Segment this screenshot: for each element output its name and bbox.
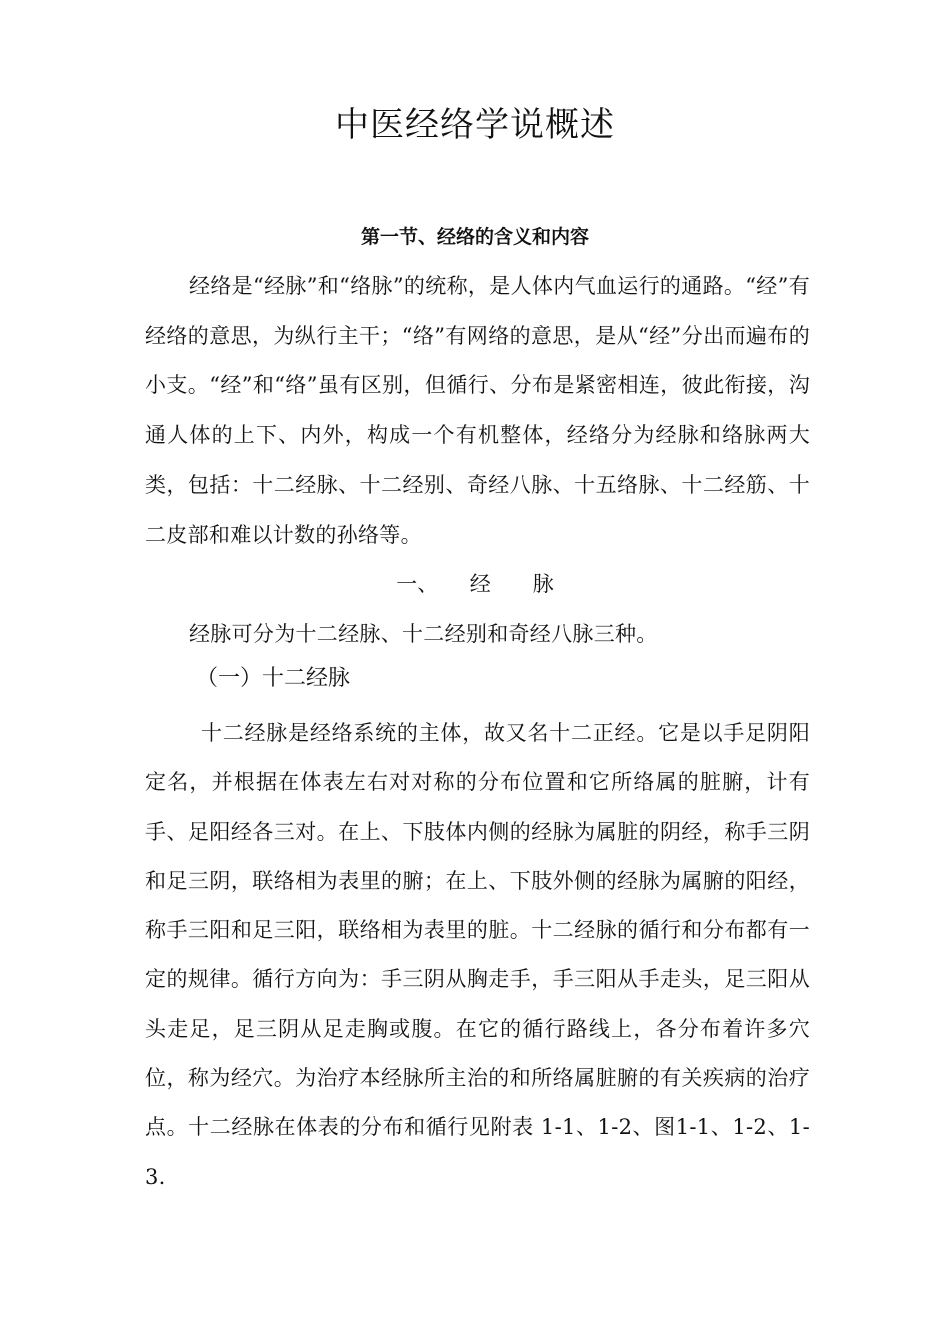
section-heading: 第一节、经络的含义和内容 <box>360 226 589 248</box>
paragraph-meridian-types: 经脉可分为十二经脉、十二经别和奇经八脉三种。 <box>189 622 658 646</box>
paragraph-twelve-meridians: 十二经脉是经络系统的主体，故又名十二正经。它是以手足阴阳定名，并根据在体表左右对对称的分布位置和它所络属的脏腑，计有手、足阳经各三对。在上、下肢体内侧的经脉为属脏的阴经，称手三阴和足三阴，联络相为表里的腑；在上、下肢外侧的经脉为属腑的阳经，称手三阳和足三阳，联络相为表里的脏。十二经脉的循行和分布都有一定的规律。循行方向为：手三阴从胸走手，手三阳从手走头，足三阳从头走足，足三阴从足走胸或腹。在它的循行路线上，各分布着许多穴位，称为经穴。为治疗本经脉所主治的和所络属脏腑的有关疾病的治疗点。十二经脉在体表的分布和循行见附表 1-1、1-2、图1-1、1-2、1-3. <box>145 721 810 1189</box>
subsection-heading-meridians: 一、 经 脉 <box>396 572 554 596</box>
document-title: 中医经络学说概述 <box>335 105 615 145</box>
numbered-heading-twelve-meridians: （一）十二经脉 <box>196 666 351 691</box>
paragraph-meridian-definition: 经络是“经脉”和“络脉”的统称，是人体内气血运行的通路。“经”有经络的意思，为纵行主干；“络”有网络的意思，是从“经”分出而遍布的小支。“经”和“络”虽有区别，但循行、分布是紧密相连，彼此衔接，沟通人体的上下、内外，构成一个有机整体，经络分为经脉和络脉两大类，包括：十二经脉、十二经别、奇经八脉、十五络脉、十二经筋、十二皮部和难以计数的孙络等。 <box>145 274 810 547</box>
